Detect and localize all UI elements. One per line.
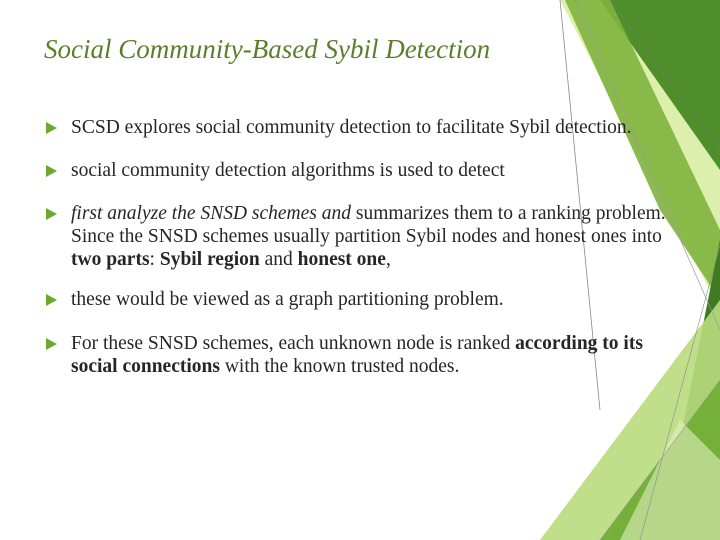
slide-title: Social Community-Based Sybil Detection — [44, 34, 491, 64]
bullet-list — [46, 116, 666, 378]
bullet-item — [46, 288, 666, 311]
bullet-item — [46, 116, 666, 139]
bullet-marker-icon — [46, 294, 57, 306]
bullet-text-bold: Sybil region — [159, 249, 260, 270]
bullet-text: social community detection algorithms is used to detect — [71, 160, 505, 181]
bullet-text-bold: honest one — [297, 249, 386, 270]
bullet-text: For these SNSD schemes, each unknown node is ranked — [71, 333, 516, 354]
bullet-text: and — [259, 249, 298, 270]
bullet-text: SCSD explores social community detection to facilitate Sybil detection. — [71, 117, 632, 138]
bullet-marker-icon — [46, 165, 57, 177]
bullet-item — [46, 159, 666, 182]
bullet-text: : — [149, 249, 160, 270]
bullet-marker-icon — [46, 338, 57, 350]
bullet-item — [46, 332, 666, 378]
bullet-marker-icon — [46, 122, 57, 134]
bullet-marker-icon — [46, 208, 57, 220]
bullet-text: these would be viewed as a graph partitioning problem. — [71, 289, 504, 310]
bullet-item — [46, 202, 666, 271]
bullet-text-italic: first analyze the SNSD schemes and — [71, 203, 352, 224]
bullet-text-bold: according to its social connections — [71, 333, 643, 377]
bullet-text-bold: two parts — [71, 249, 150, 270]
bullet-text: summarizes them to a ranking problem. Since the SNSD schemes usually partition Sybil nodes and honest ones into — [71, 203, 666, 247]
bullet-text: with the known trusted nodes. — [219, 356, 460, 377]
bullet-text: , — [385, 249, 391, 270]
